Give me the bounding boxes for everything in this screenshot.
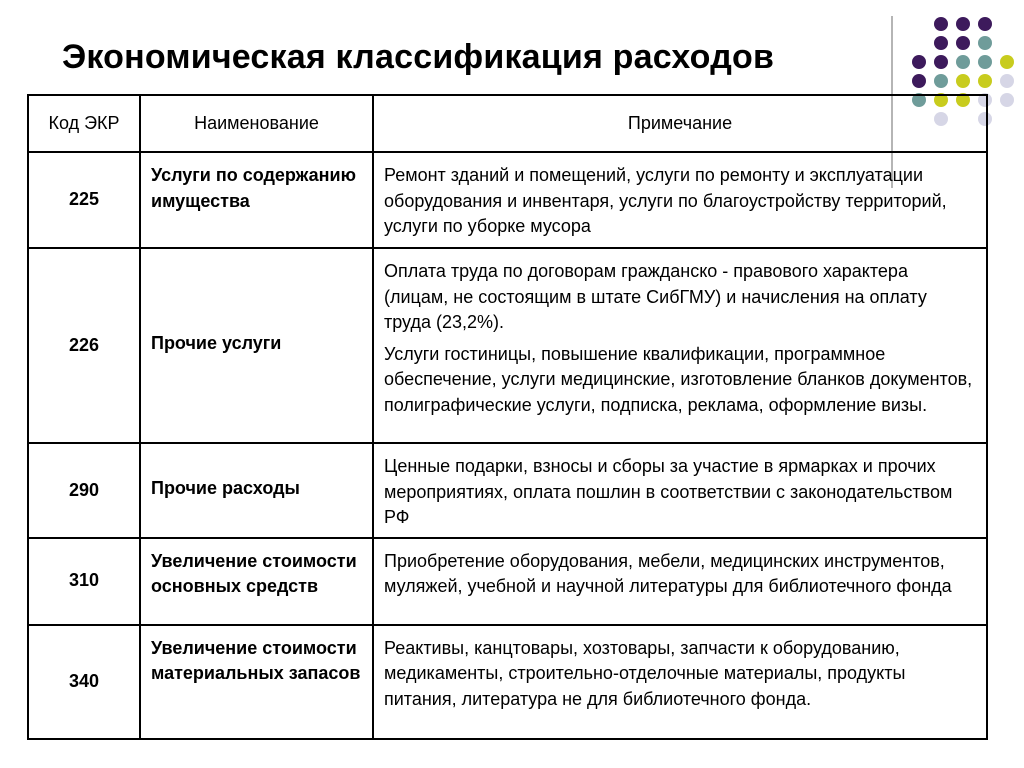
- note-paragraph: Ремонт зданий и помещений, услуги по ремонту и эксплуатации оборудования и инвентаря, услуги по благоустройству территорий, услуги по уборке мусора: [384, 165, 947, 236]
- decorative-dot: [956, 17, 970, 31]
- slide-title: Экономическая классификация расходов: [62, 38, 775, 76]
- table-row: [28, 152, 987, 248]
- row-code: 225: [28, 152, 140, 248]
- decorative-dot: [1000, 55, 1014, 69]
- row-code: 226: [28, 248, 140, 443]
- expense-classification-table: [27, 94, 988, 740]
- note-paragraph: Услуги гостиницы, повышение квалификации, программное обеспечение, услуги медицинские, изготовление бланков документов, полиграфические услуги, подписка, реклама, оформление визы.: [384, 343, 973, 415]
- decorative-dot: [1000, 74, 1014, 88]
- note-paragraph: Оплата труда по договорам гражданско - правового характера (лицам, не состоящим в штате СибГМУ) и начисления на оплату труда (23,2%).: [384, 261, 927, 332]
- header-name: Наименование: [140, 95, 373, 152]
- note-paragraph: Ценные подарки, взносы и сборы за участие в ярмарках и прочих мероприятиях, оплата пошлин в соответствии с законодательством РФ: [384, 456, 953, 527]
- row-code: 290: [28, 443, 140, 538]
- row-name: Прочие услуги: [140, 248, 373, 443]
- row-note: [373, 538, 987, 625]
- row-code: 340: [28, 625, 140, 739]
- note-paragraph: Реактивы, канцтовары, хозтовары, запчасти к оборудованию, медикаменты, строительно-отделочные материалы, продукты питания, литература не для библиотечного фонда.: [384, 637, 906, 709]
- decorative-dot: [934, 74, 948, 88]
- decorative-dot: [956, 74, 970, 88]
- row-note: [373, 248, 987, 443]
- decorative-dot: [956, 55, 970, 69]
- row-name: Увеличение стоимости материальных запасов: [140, 625, 373, 739]
- row-note: [373, 443, 987, 538]
- row-note: [373, 625, 987, 739]
- header-note: Примечание: [373, 95, 987, 152]
- decorative-dot: [912, 55, 926, 69]
- decorative-dot: [912, 74, 926, 88]
- row-code: 310: [28, 538, 140, 625]
- row-name: Услуги по содержанию имущества: [140, 152, 373, 248]
- row-name: Увеличение стоимости основных средств: [140, 538, 373, 625]
- note-paragraph: Приобретение оборудования, мебели, медицинских инструментов, муляжей, учебной и научной литературы для библиотечного фонда: [384, 550, 952, 596]
- header-code: Код ЭКР: [28, 95, 140, 152]
- decorative-dot: [978, 36, 992, 50]
- decorative-dot: [934, 55, 948, 69]
- table-row: [28, 538, 987, 625]
- row-name: Прочие расходы: [140, 443, 373, 538]
- decorative-dot: [934, 36, 948, 50]
- table-row: [28, 248, 987, 443]
- decorative-dot: [978, 74, 992, 88]
- row-note: [373, 152, 987, 248]
- decorative-dot: [956, 36, 970, 50]
- decorative-dot: [1000, 93, 1014, 107]
- decorative-dot: [978, 55, 992, 69]
- decorative-dot: [934, 17, 948, 31]
- table-row: [28, 625, 987, 739]
- table-header-row: [28, 95, 987, 152]
- decorative-dot: [978, 17, 992, 31]
- table-row: [28, 443, 987, 538]
